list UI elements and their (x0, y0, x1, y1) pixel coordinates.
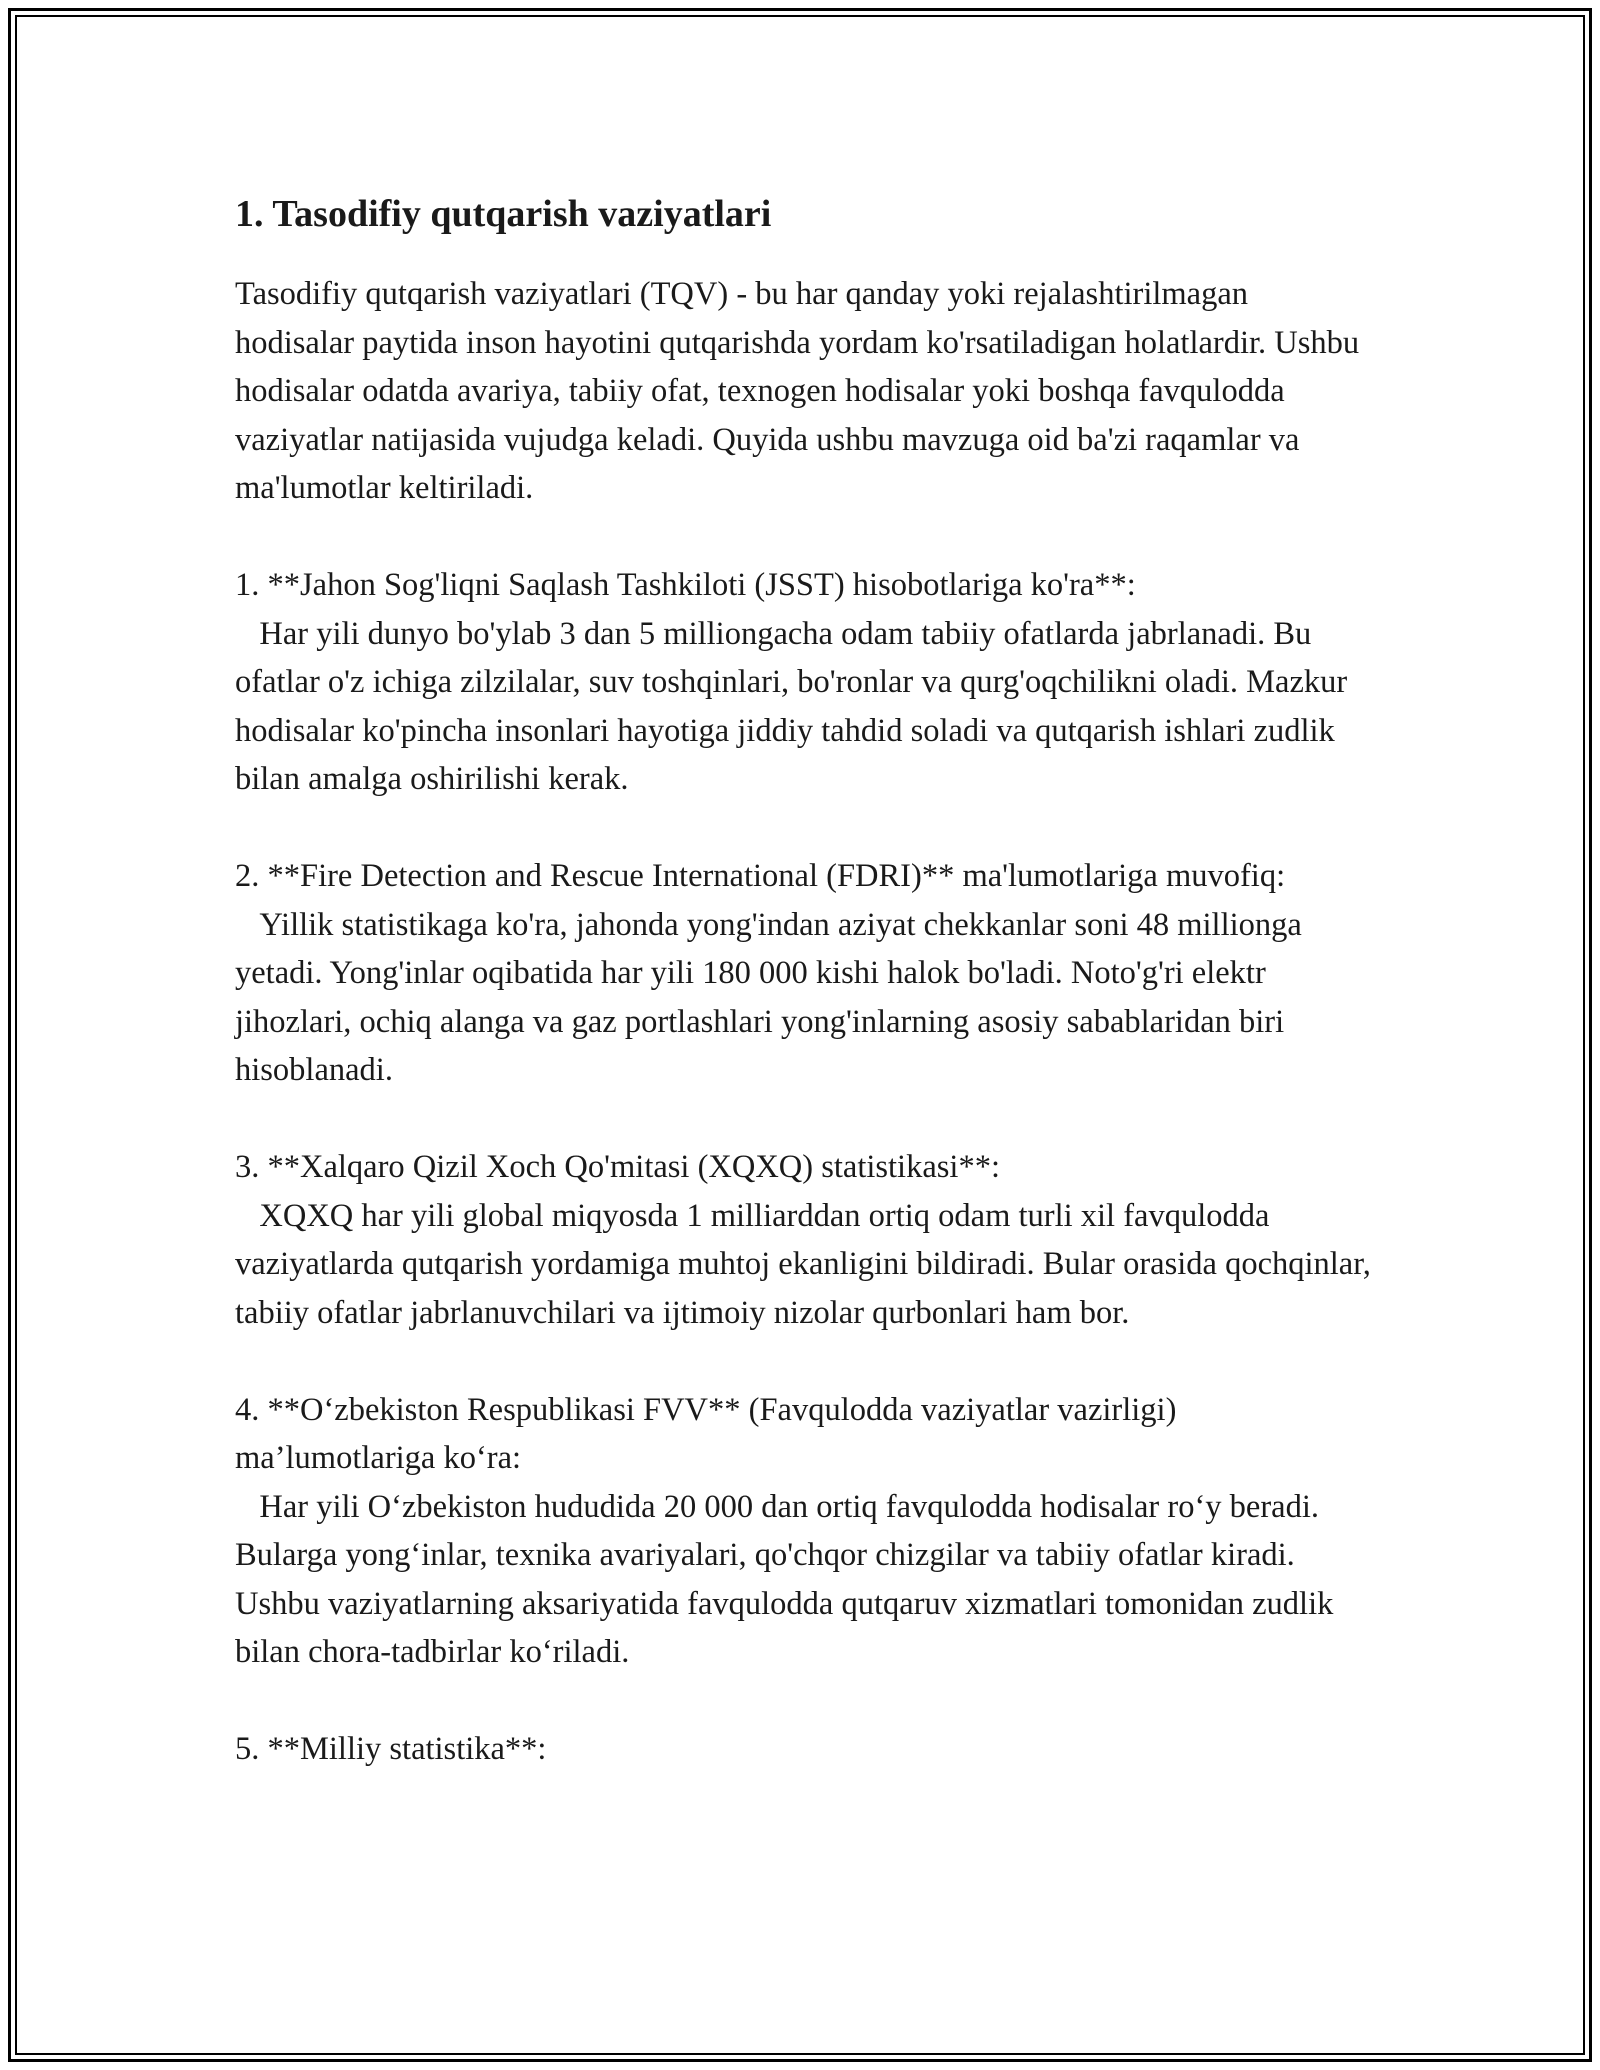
list-item (235, 561, 1375, 804)
list-item-body (235, 1192, 1380, 1338)
list-item-body-text: Yillik statistikaga ko'ra, jahonda yong'indan aziyat chekkanlar soni 48 millionga yetadi. Yong'inlar oqibatida har yili 180 000 kishi halok bo'ladi. Noto'g'ri elektr jihozlari, ochiq alanga va gaz portlashlari yong'inlarning asosiy sabablaridan biri hisoblanadi. (235, 906, 1310, 1088)
paragraph-spacer (235, 804, 1375, 853)
list-item (235, 1386, 1375, 1677)
list-item-body-text: Har yili O‘zbekiston hududida 20 000 dan ortiq favqulodda hodisalar ro‘y beradi. Bularga yong‘inlar, texnika avariyalari, qo'chqor chizgilar va tabiiy ofatlar kiradi. Ushbu vaziyatlarning aksariyatida favqulodda qutqaruv xizmatlari tomonidan zudlik bilan chora-tadbirlar ko‘riladi. (235, 1488, 1342, 1670)
paragraph-spacer (235, 1677, 1375, 1726)
document-body (235, 188, 1380, 1774)
list-item-body (235, 901, 1375, 1095)
list-item-heading: 3. **Xalqaro Qizil Xoch Qo'mitasi (XQXQ) statistikasi**: (235, 1149, 1000, 1185)
list-item (235, 1725, 1375, 1774)
intro-paragraph: Tasodifiy qutqarish vaziyatlari (TQV) - bu har qanday yoki rejalashtirilmagan hodisalar paytida inson hayotini qutqarishda yordam ko'rsatiladigan holatlardir. Ushbu hodisalar odatda avariya, tabiiy ofat, texnogen hodisalar yoki boshqa favqulodda vaziyatlar natijasida vujudga keladi. Quyida ushbu mavzuga oid ba'zi raqamlar va ma'lumotlar keltiriladi. (235, 276, 1368, 506)
list-item-body-text: Har yili dunyo bo'ylab 3 dan 5 milliongacha odam tabiiy ofatlarda jabrlanadi. Bu ofatlar o'z ichiga zilzilalar, suv toshqinlari, bo'ronlar va qurg'oqchilikni oladi. Mazkur hodisalar ko'pincha insonlari hayotiga jiddiy tahdid soladi va qutqarish ishlari zudlik bilan amalga oshirilishi kerak. (235, 615, 1356, 797)
list-item (235, 1143, 1380, 1337)
list-item-body-text: XQXQ har yili global miqyosda 1 milliarddan ortiq odam turli xil favqulodda vaziyatlarda qutqarish yordamiga muhtoj ekanligini bildiradi. Bular orasida qochqinlar, tabiiy ofatlar jabrlanuvchilari va ijtimoiy nizolar qurbonlari ham bor. (235, 1197, 1380, 1331)
document-title: 1. Tasodifiy qutqarish vaziyatlari (235, 193, 772, 235)
list-item-heading: 1. **Jahon Sog'liqni Saqlash Tashkiloti (JSST) hisobotlariga ko'ra**: (235, 567, 1136, 603)
list-item-body (235, 1483, 1375, 1677)
list-item-body (235, 610, 1375, 804)
paragraph-spacer (235, 513, 1375, 562)
list-item (235, 852, 1375, 1095)
paragraph-spacer (235, 1095, 1375, 1144)
list-item-heading: 4. **O‘zbekiston Respublikasi FVV** (Favqulodda vaziyatlar vazirligi) ma’lumotlariga ko‘ra: (235, 1391, 1185, 1476)
list-item-heading: 2. **Fire Detection and Rescue International (FDRI)** ma'lumotlariga muvofiq: (235, 858, 1286, 894)
list-item-heading: 5. **Milliy statistika**: (235, 1731, 547, 1767)
paragraph-spacer (235, 1337, 1375, 1386)
